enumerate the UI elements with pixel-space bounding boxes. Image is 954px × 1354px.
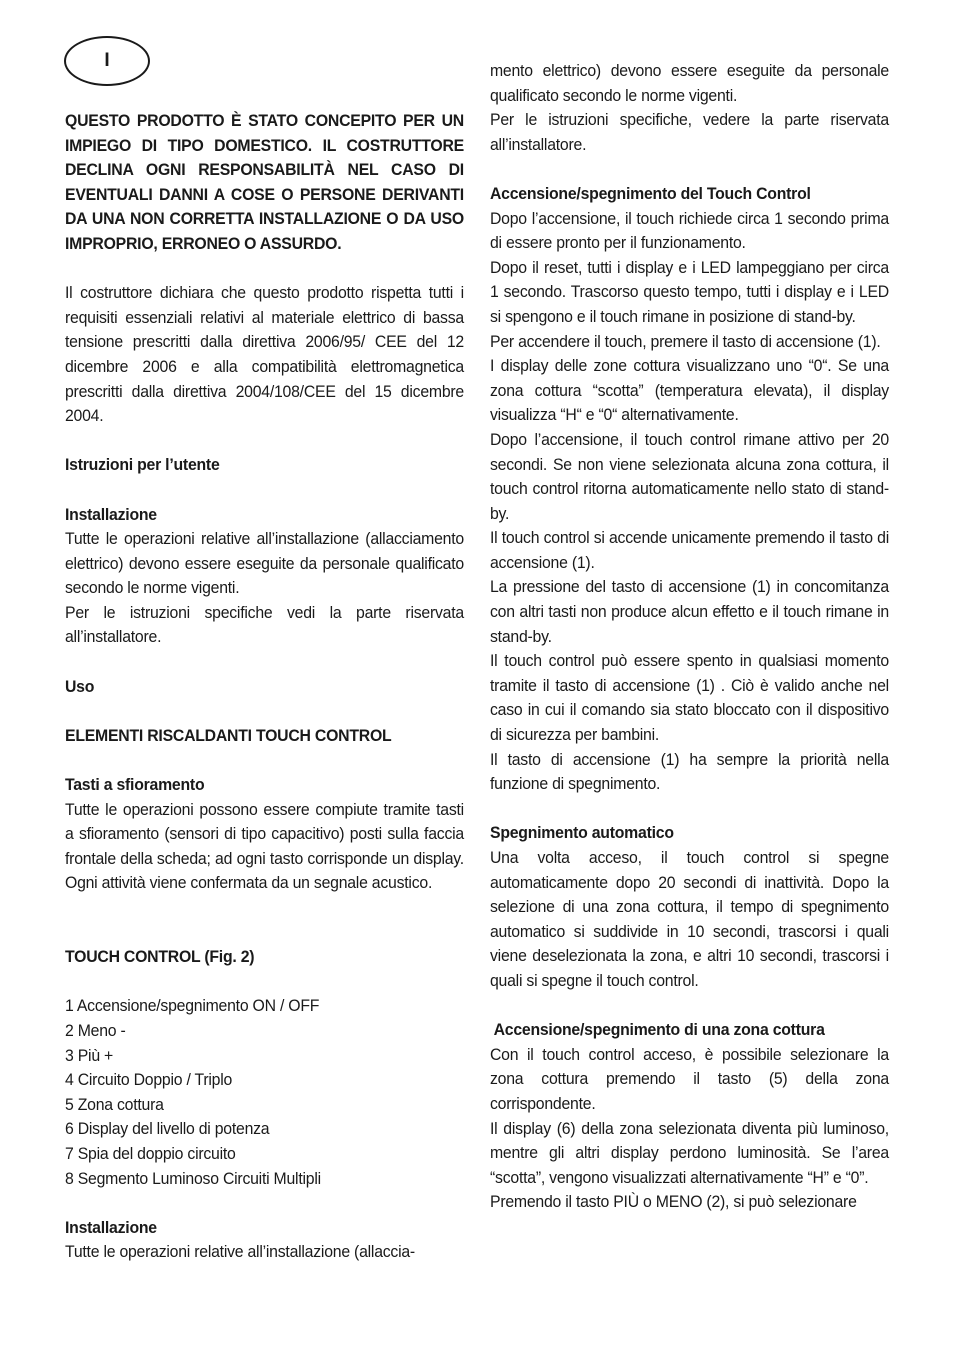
list-item: 4 Circuito Doppio / Triplo [65, 1070, 233, 1090]
zone-heading: Accensione/spegnimento di una zona cottura [490, 1020, 825, 1040]
user-instructions-heading: Istruzioni per l’utente [65, 455, 220, 475]
installation-text-continued: Tutte le operazioni relative all’installazione (allaccia- [65, 1242, 415, 1262]
list-item: 5 Zona cottura [65, 1094, 164, 1114]
on-off-paragraph: Dopo l’accensione, il touch control rimane attivo per 20 secondi. Se non viene selezionata alcuna zona cottura, il touch control ritorna automaticamente nello stato di stand-by. [490, 429, 889, 523]
on-off-paragraph: Per accendere il touch, premere il tasto di accensione (1). [490, 331, 881, 351]
warning-paragraph: QUESTO PRODOTTO È STATO CONCEPITO PER UN IMPIEGO DI TIPO DOMESTICO. IL COSTRUTTORE DECLINA OGNI RESPONSABILITÀ NEL CASO DI EVENTUALI DANNI A COSE O PERSONE DERIVANTI DA UNA NON CORRETTA INSTALLAZIONE O DA USO IMPROPRIO, ERRONEO O ASSURDO. [65, 111, 464, 253]
on-off-paragraph: La pressione del tasto di accensione (1) in concomitanza con altri tasti non produce alcun effetto e il touch rimane in stand-by. [490, 577, 889, 646]
list-item: 6 Display del livello di potenza [65, 1119, 270, 1139]
installation-text-2: Per le istruzioni specifiche vedi la parte riservata all’installatore. [65, 602, 464, 647]
auto-off-text: Una volta acceso, il touch control si spegne automaticamente dopo 20 secondi di inattività. Dopo la selezione di una zona cottura, il tempo di spegnimento automatico si suddivide in 10 secondi, trascorsi i quali viene deselezionata la zona, e altri 10 secondi, trascorsi i quali si spegne il touch control. [490, 848, 889, 990]
elements-heading: ELEMENTI RISCALDANTI TOUCH CONTROL [65, 725, 392, 745]
right-column [490, 59, 889, 1215]
list-item: 8 Segmento Luminoso Circuiti Multipli [65, 1168, 321, 1188]
zone-paragraph: Con il touch control acceso, è possibile selezionare la zona cottura premendo il tasto (5) della zona corrispondente. [490, 1044, 889, 1113]
on-off-paragraph: Dopo l’accensione, il touch richiede circa 1 secondo prima di essere pronto per il funzionamento. [490, 208, 889, 253]
declaration-paragraph: Il costruttore dichiara che questo prodotto rispetta tutti i requisiti essenziali relativi al materiale elettrico di bassa tensione prescritti dalla direttiva 2006/95/ CEE del 12 dicembre 2006 e alla compatibilità elettromagnetica prescritti dalla direttiva 2004/108/CEE del 15 dicembre 2004. [65, 283, 464, 426]
list-item: 7 Spia del doppio circuito [65, 1143, 236, 1163]
installation-text: Tutte le operazioni relative all’installazione (allacciamento elettrico) devono essere eseguite da personale qualificato secondo le norme vigenti. [65, 529, 464, 598]
zone-paragraph: Premendo il tasto PIÙ o MENO (2), si può selezionare [490, 1192, 857, 1212]
language-badge [64, 36, 150, 86]
touch-keys-heading: Tasti a sfioramento [65, 775, 205, 795]
left-column [65, 109, 464, 1265]
continued-text: mento elettrico) devono essere eseguite da personale qualificato secondo le norme vigenti. [490, 61, 889, 105]
touch-keys-text: Tutte le operazioni possono essere compiute tramite tasti a sfioramento (sensori di tipo capacitivo) posti sulla faccia frontale della scheda; ad ogni tasto corrisponde un display. Ogni attività viene confermata da un segnale acustico. [65, 799, 464, 893]
language-badge-label: I [104, 50, 110, 71]
list-item: 3 Più + [65, 1045, 114, 1065]
auto-off-heading: Spegnimento automatico [490, 823, 674, 843]
installation-heading: Installazione [65, 504, 157, 524]
list-item: 1 Accensione/spegnimento ON / OFF [65, 996, 320, 1016]
touch-control-heading: TOUCH CONTROL (Fig. 2) [65, 947, 255, 967]
zone-paragraph: Il display (6) della zona selezionata diventa più luminoso, mentre gli altri display perdono luminosità. Se l’area “scotta”, vengono visualizzati alternativamente “H” e “0”. [490, 1118, 889, 1187]
on-off-paragraph: Il touch control può essere spento in qualsiasi momento tramite il tasto di accensione (1) . Ciò è valido anche nel caso in cui il comando sia stato bloccato con il dispositivo di sicurezza per bambini. [490, 651, 889, 745]
on-off-paragraph: Il touch control si accende unicamente premendo il tasto di accensione (1). [490, 528, 889, 572]
on-off-heading: Accensione/spegnimento del Touch Control [490, 183, 811, 203]
on-off-paragraph: I display delle zone cottura visualizzano uno “0“. Se una zona cottura “scotta” (temperatura elevata), il display visualizza “H“ e “0“ alternativamente. [490, 356, 889, 425]
touch-control-list [65, 994, 464, 1191]
list-item: 2 Meno - [65, 1020, 126, 1040]
installation-heading-2: Installazione [65, 1217, 157, 1237]
continued-text-2: Per le istruzioni specifiche, vedere la parte riservata all’installatore. [490, 110, 889, 154]
on-off-paragraph: Il tasto di accensione (1) ha sempre la priorità nella funzione di spegnimento. [490, 749, 889, 794]
on-off-paragraph: Dopo il reset, tutti i display e i LED lampeggiano per circa 1 secondo. Trascorso questo tempo, tutti i display e i LED si spengono e il touch rimane in posizione di stand-by. [490, 257, 889, 326]
use-heading: Uso [65, 676, 95, 696]
